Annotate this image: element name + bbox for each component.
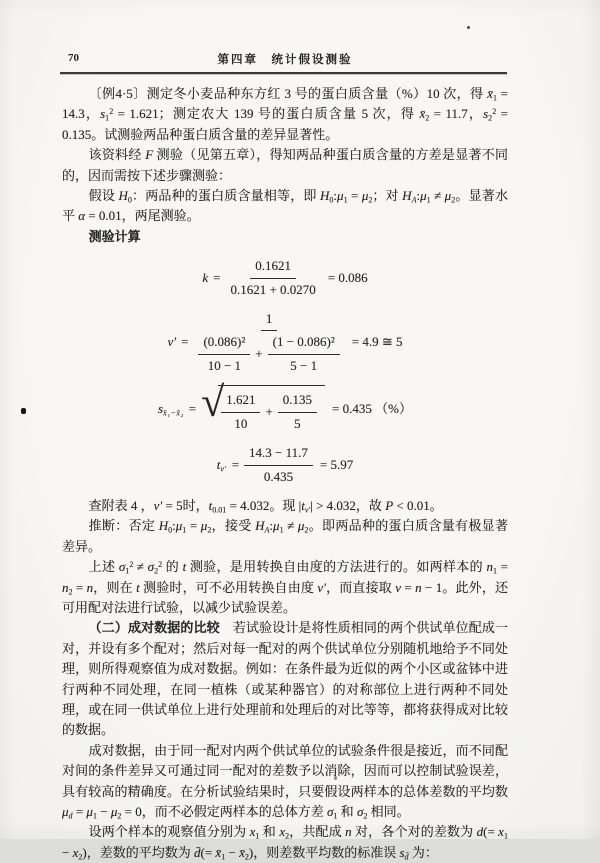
text-run: 1: [221, 852, 226, 862]
text-run: n: [486, 559, 494, 575]
text-run: = 0.01，两尾测验。: [85, 208, 200, 224]
text-run: H: [118, 188, 128, 204]
paragraph-example-4-5: [62, 84, 508, 145]
text-run: 。即两品种的蛋白质含量有极显著差异。: [62, 518, 508, 554]
text-run: x̄: [215, 844, 222, 860]
text-run: t: [301, 497, 305, 513]
text-run: = 1.621；测定农大 139 号的蛋白质含量 5 次，得: [113, 106, 420, 122]
text-run: < 0.01。: [393, 497, 443, 513]
text-run: :: [333, 188, 338, 204]
text-run: 。显著水平: [62, 188, 508, 224]
text-run: = 0，而不必假定两样本的总体方差: [121, 804, 327, 819]
text-run: ：两品种的蛋白质含量相等，即: [131, 188, 320, 204]
formula-t-result: = 5.97: [319, 456, 354, 472]
text-run: | > 4.032，故: [310, 497, 386, 513]
formula-s-lhs: [158, 399, 184, 419]
text-run: 成对数据，由于同一配对内两个供试单位的试验条件很是接近，而不同配对间的条件差异又可通过同一配对的差数予以消除，因而可以控制试验误差，具有较高的精确度。在分析试验结果时，只要假设两样本的总体差数的平均数: [62, 742, 508, 799]
text-run: 1: [333, 811, 338, 821]
inner-numerator: (1 − 0.086)²: [268, 332, 340, 354]
text-run: =: [347, 188, 362, 204]
text-run: 2: [117, 811, 122, 821]
text-run: t: [136, 579, 140, 595]
fraction: [278, 390, 317, 434]
text-run: 设两个样本的观察值分别为: [88, 824, 250, 840]
text-run: =: [401, 579, 416, 595]
formula-t-statistic: [62, 443, 508, 487]
text-run: = 4.032。现 |: [226, 497, 302, 513]
text-run: 2: [492, 107, 497, 117]
text-run: 2: [451, 195, 456, 205]
text-run: :: [269, 518, 274, 534]
text-run: 2: [158, 560, 163, 570]
text-run: μ: [175, 518, 183, 534]
text-run: 2: [109, 107, 114, 117]
text-run: （二）成对数据的比较: [88, 620, 220, 636]
text-run: x̄: [239, 844, 245, 860]
text-run: 2: [68, 586, 73, 596]
text-run: 查附表 4 ，: [88, 497, 154, 513]
text-run: μ: [361, 188, 369, 204]
text-run: 0: [168, 525, 173, 535]
formula-nu-numerator: 1: [261, 309, 278, 331]
text-run: 1: [426, 195, 431, 205]
text-run: −: [96, 804, 111, 819]
formula-k-denominator: 0.1621 + 0.0270: [230, 281, 316, 297]
text-run: n: [415, 579, 422, 595]
text-run: σ: [326, 804, 334, 819]
formula-standard-error: [62, 380, 508, 434]
inner-denominator: 10 − 1: [207, 357, 242, 373]
body-content: [62, 84, 508, 863]
scan-speck: [21, 408, 26, 414]
paragraph-inference: [62, 516, 508, 557]
text-run: s: [100, 106, 106, 122]
text-run: μ: [200, 518, 208, 534]
text-run: 0: [127, 195, 132, 205]
formula-s-result: = 0.435 （%）: [332, 401, 412, 417]
text-run: x̄: [487, 86, 493, 101]
paragraph-paired-data-advantage: [62, 741, 508, 823]
text-run: A: [264, 525, 270, 535]
text-run: ，接受: [211, 518, 256, 534]
equals-sign: =: [181, 334, 189, 350]
text-run: d: [68, 811, 73, 821]
text-run: ，则在: [93, 579, 137, 595]
text-run: 假设: [88, 188, 119, 204]
text-run: 测验（见第五章），得知两品种蛋白质含量的方差是显著不同的，因而需按下述步骤测验：: [62, 147, 508, 183]
text-run: μ: [110, 804, 118, 819]
text-run: 对，各个对的差数为: [351, 824, 477, 840]
text-run: x: [249, 824, 256, 840]
text-run: 1: [343, 195, 348, 205]
text-run: ≠: [283, 518, 298, 534]
text-run: 测验时，可不必用转换自由度: [139, 579, 318, 595]
inner-numerator: 0.135: [278, 390, 317, 412]
formula-t-lhs: [217, 455, 227, 475]
text-run: 2: [78, 852, 83, 862]
plus-sign: +: [265, 403, 273, 419]
fraction: [193, 309, 344, 376]
formula-k-lhs: k: [202, 269, 209, 285]
formula-nu-result: = 4.9 ≅ 5: [351, 334, 403, 350]
text-run: 2: [368, 195, 373, 205]
paragraph-paired-data-intro: [62, 618, 508, 740]
formula-k-numerator: 0.1621: [250, 256, 296, 278]
text-run: :: [416, 188, 421, 204]
text-run: x: [498, 824, 504, 840]
text-run: ν′: [153, 497, 163, 513]
text-run: 0: [329, 195, 334, 205]
page-number: 70: [68, 52, 79, 64]
text-run: ，共配成: [289, 824, 346, 840]
text-run: 若试验设计是将性质相同的两个供试单位配成一对，并设有多个配对；然后对每一配对的两个供试单位分别随机地给予不同处理，则所得观察值为成对数据。例如：在条件最为近似的两个小区或盆钵中进行两种不同处理，在同一植株（或某种器官）的对称部位上进行两种不同处理，或在同一供试单位上进行处理前和处理后的对比等等，都将获得成对比较的数据。: [62, 620, 508, 738]
subscript: ν′: [220, 464, 227, 474]
variable-s: s: [158, 401, 164, 417]
formula-k-result: = 0.086: [327, 269, 368, 285]
text-run: n: [62, 579, 69, 595]
inner-numerator: (0.086)²: [198, 332, 250, 354]
scan-speck: [467, 26, 470, 29]
radical-sign-icon: √: [201, 380, 225, 427]
text-run: x̄: [419, 106, 426, 122]
plus-sign: +: [255, 346, 263, 362]
text-run: F: [145, 147, 154, 163]
text-run: μ: [297, 518, 305, 534]
text-run: 1: [92, 811, 97, 821]
text-run: 1: [492, 93, 497, 103]
radicand: [218, 385, 325, 434]
text-run: ；对: [372, 188, 403, 204]
text-run: 测验，是用转换自由度的方法进行的。如两样本的: [186, 559, 487, 575]
page-header: [62, 51, 508, 69]
text-run: 1: [105, 113, 110, 123]
text-run: 2: [363, 811, 368, 821]
text-run: H: [158, 518, 169, 534]
text-run: 上述: [88, 559, 119, 575]
formula-degrees-of-freedom: [62, 309, 508, 376]
text-run: 1: [493, 566, 498, 576]
text-run: 测验计算: [88, 228, 141, 244]
text-run: −: [62, 844, 73, 860]
text-run: 1: [125, 566, 130, 576]
formula-nu-denominator: [193, 331, 344, 376]
text-run: = 5时，: [162, 497, 209, 513]
text-run: 2: [425, 113, 430, 123]
text-run: 该资料经: [88, 147, 146, 163]
paragraph-table-lookup: [62, 496, 508, 516]
fraction: [225, 256, 320, 300]
text-run: 为：: [408, 844, 438, 860]
text-run: −: [225, 844, 240, 860]
formula-t-denominator: 0.435: [263, 468, 294, 484]
paragraph-f-test-note: [62, 145, 508, 186]
text-run: s: [399, 844, 405, 860]
text-run: =: [72, 579, 87, 595]
text-run: d: [476, 824, 484, 840]
chapter-title: 第四章 统计假设测验: [217, 54, 353, 66]
text-run: x: [279, 824, 286, 840]
text-run: ν: [395, 579, 402, 595]
text-run: σ: [356, 804, 364, 819]
fraction: [268, 332, 340, 376]
text-run: = 0.135。试测验两品种蛋白质含量的差异显著性。: [62, 106, 508, 142]
text-run: α: [78, 208, 86, 224]
text-run: t: [182, 559, 187, 575]
fraction: [244, 443, 313, 487]
text-run: = 11.7，: [429, 106, 484, 122]
text-run: − 1。此外，还可用配对法进行试验，以减少试验误差。: [62, 579, 508, 615]
text-run: 2: [244, 852, 249, 862]
text-run: d̄: [404, 852, 409, 862]
text-run: H: [402, 188, 412, 204]
variable-t: t: [216, 456, 221, 472]
text-run: 相同。: [367, 804, 410, 819]
text-run: )，则差数平均数的标准误: [248, 844, 400, 860]
square-root: [201, 380, 325, 434]
text-run: 2: [129, 560, 134, 570]
equals-sign: =: [231, 456, 240, 472]
text-run: ≠: [133, 559, 148, 575]
text-run: H: [255, 518, 265, 534]
text-run: 推断：否定: [88, 518, 159, 534]
text-run: 2: [285, 831, 290, 841]
inner-denominator: 10: [234, 415, 248, 431]
text-run: μ: [444, 188, 452, 204]
formula-weighting-k: [62, 256, 508, 300]
text-run: 1: [255, 831, 260, 841]
text-run: 0.01: [212, 505, 227, 515]
text-run: μ: [273, 518, 280, 534]
text-run: 的: [162, 559, 183, 575]
formula-nu-lhs: ν′: [167, 334, 177, 350]
text-run: 1: [503, 831, 508, 841]
text-run: μ: [420, 188, 427, 204]
text-run: 和: [259, 824, 280, 840]
paragraph-hypothesis: [62, 186, 508, 227]
text-run: μ: [86, 804, 93, 819]
text-run: = 14.3，: [62, 86, 508, 122]
text-run: (=: [200, 844, 216, 860]
formula-t-numerator: 14.3 − 11.7: [244, 443, 313, 465]
paragraph-paired-samples-setup: [62, 822, 508, 863]
text-run: =: [186, 518, 201, 534]
text-run: 1: [182, 525, 187, 535]
text-run: ≠: [430, 188, 445, 204]
text-run: n: [86, 579, 94, 595]
text-run: ν′: [304, 505, 311, 515]
text-run: :: [172, 518, 176, 534]
inner-denominator: 5: [294, 415, 301, 431]
text-run: 2: [488, 113, 493, 123]
text-run: 2: [304, 525, 309, 535]
fraction: [198, 332, 250, 376]
text-run: 2: [207, 525, 212, 535]
text-run: s: [483, 106, 489, 122]
text-run: 2: [154, 566, 159, 576]
header-rule: [60, 72, 507, 74]
text-run: 1: [279, 525, 284, 535]
text-run: 和: [337, 804, 357, 819]
text-run: 〔例4·5〕测定冬小麦品种东方红 3 号的蛋白质含量（%）10 次，得: [88, 86, 488, 101]
text-run: =: [72, 804, 87, 819]
text-run: μ: [337, 188, 344, 204]
inner-numerator: 1.621: [221, 390, 260, 412]
paragraph-df-conversion-note: [62, 557, 508, 618]
text-run: σ: [118, 559, 126, 575]
text-run: d̄: [194, 844, 201, 860]
text-run: μ: [62, 804, 69, 819]
text-run: σ: [147, 559, 155, 575]
text-run: n: [345, 824, 352, 840]
text-run: A: [411, 195, 417, 205]
text-run: (=: [483, 824, 499, 840]
heading-test-calculation: [62, 227, 508, 247]
text-run: t: [208, 497, 213, 513]
text-run: ，而直接取: [326, 579, 396, 595]
text-run: P: [385, 497, 394, 513]
inner-denominator: 5 − 1: [290, 357, 318, 373]
equals-sign: =: [213, 269, 221, 285]
text-run: =: [497, 559, 508, 575]
fraction: [221, 390, 260, 434]
text-run: ν′: [317, 579, 326, 595]
text-run: H: [320, 188, 330, 204]
text-run: x: [72, 844, 79, 860]
text-run: )，差数的平均数为: [82, 844, 194, 860]
subscript: x̄₁−x̄₂: [163, 408, 184, 418]
equals-sign: =: [188, 401, 197, 417]
